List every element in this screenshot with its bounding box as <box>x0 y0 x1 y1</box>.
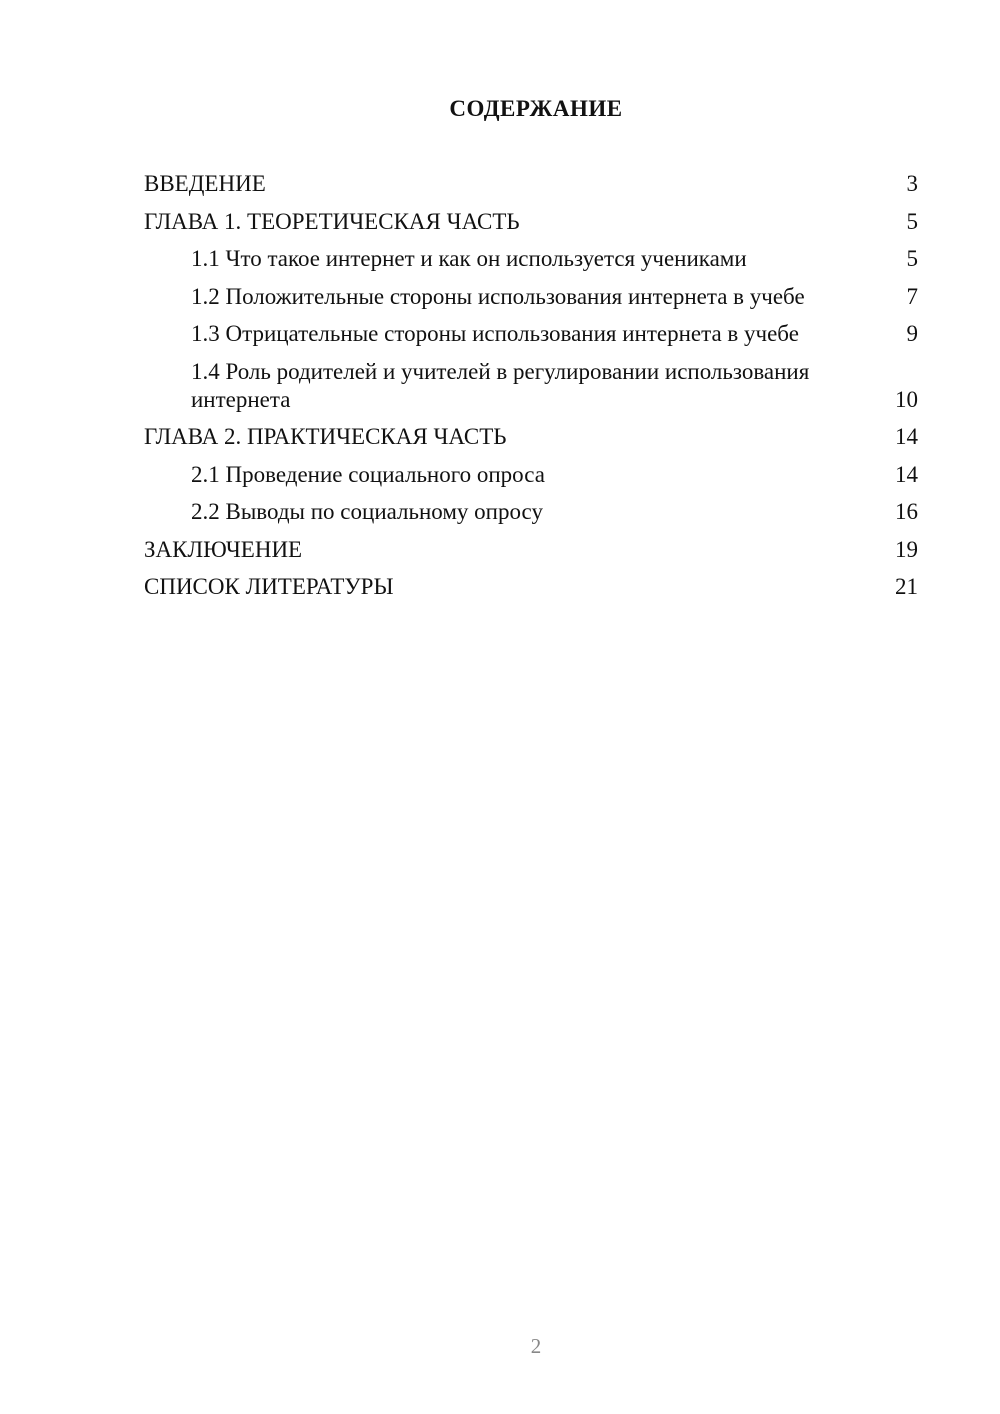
toc-entry-text: ВВЕДЕНИЕ <box>144 171 266 196</box>
toc-entry-section-2-1[interactable] <box>144 461 918 489</box>
toc-entry-section-1-2[interactable] <box>144 283 918 311</box>
toc-entry-text: 1.3 Отрицательные стороны использования интернета в учебе <box>191 321 799 346</box>
toc-entry-text: СПИСОК ЛИТЕРАТУРЫ <box>144 574 394 599</box>
page-number: 2 <box>530 1334 542 1358</box>
toc-entry-section-1-3[interactable] <box>144 320 918 348</box>
toc-entry-page: 5 <box>906 246 918 271</box>
toc-entry-page: 16 <box>895 499 918 524</box>
toc-entry-text: 1.4 Роль родителей и учителей в регулировании использования интернета <box>191 358 810 412</box>
toc-entry-section-1-4[interactable] <box>144 358 918 414</box>
toc-entry-chapter-2[interactable] <box>144 423 918 451</box>
toc-entry-text: ГЛАВА 1. ТЕОРЕТИЧЕСКАЯ ЧАСТЬ <box>144 208 520 234</box>
toc-entry-section-2-2[interactable] <box>144 498 918 526</box>
toc-entry-introduction[interactable] <box>144 170 918 198</box>
toc-entry-page: 10 <box>895 386 918 412</box>
toc-entry-text: 2.2 Выводы по социальному опросу <box>191 499 543 524</box>
toc-entry-page: 14 <box>895 461 918 487</box>
toc-entry-page: 19 <box>895 536 918 562</box>
toc-entry-text: ЗАКЛЮЧЕНИЕ <box>144 536 303 562</box>
toc-entry-page: 21 <box>895 574 918 599</box>
toc-entry-page: 5 <box>906 208 918 234</box>
toc-entry-references[interactable] <box>144 573 918 601</box>
toc-entry-page: 9 <box>906 321 918 346</box>
toc-entry-text: ГЛАВА 2. ПРАКТИЧЕСКАЯ ЧАСТЬ <box>144 424 507 449</box>
toc-entry-text: 1.2 Положительные стороны использования интернета в учебе <box>191 283 805 309</box>
toc-entry-page: 14 <box>895 424 918 449</box>
table-of-contents <box>144 170 918 611</box>
toc-entry-section-1-1[interactable] <box>144 245 918 273</box>
page-title: СОДЕРЖАНИЕ <box>449 96 623 121</box>
toc-entry-page: 3 <box>906 171 918 196</box>
toc-entry-chapter-1[interactable] <box>144 208 918 236</box>
toc-entry-conclusion[interactable] <box>144 536 918 564</box>
toc-entry-text: 2.1 Проведение социального опроса <box>191 461 545 487</box>
toc-entry-text: 1.1 Что такое интернет и как он используется учениками <box>191 246 747 271</box>
toc-entry-page: 7 <box>906 283 918 309</box>
